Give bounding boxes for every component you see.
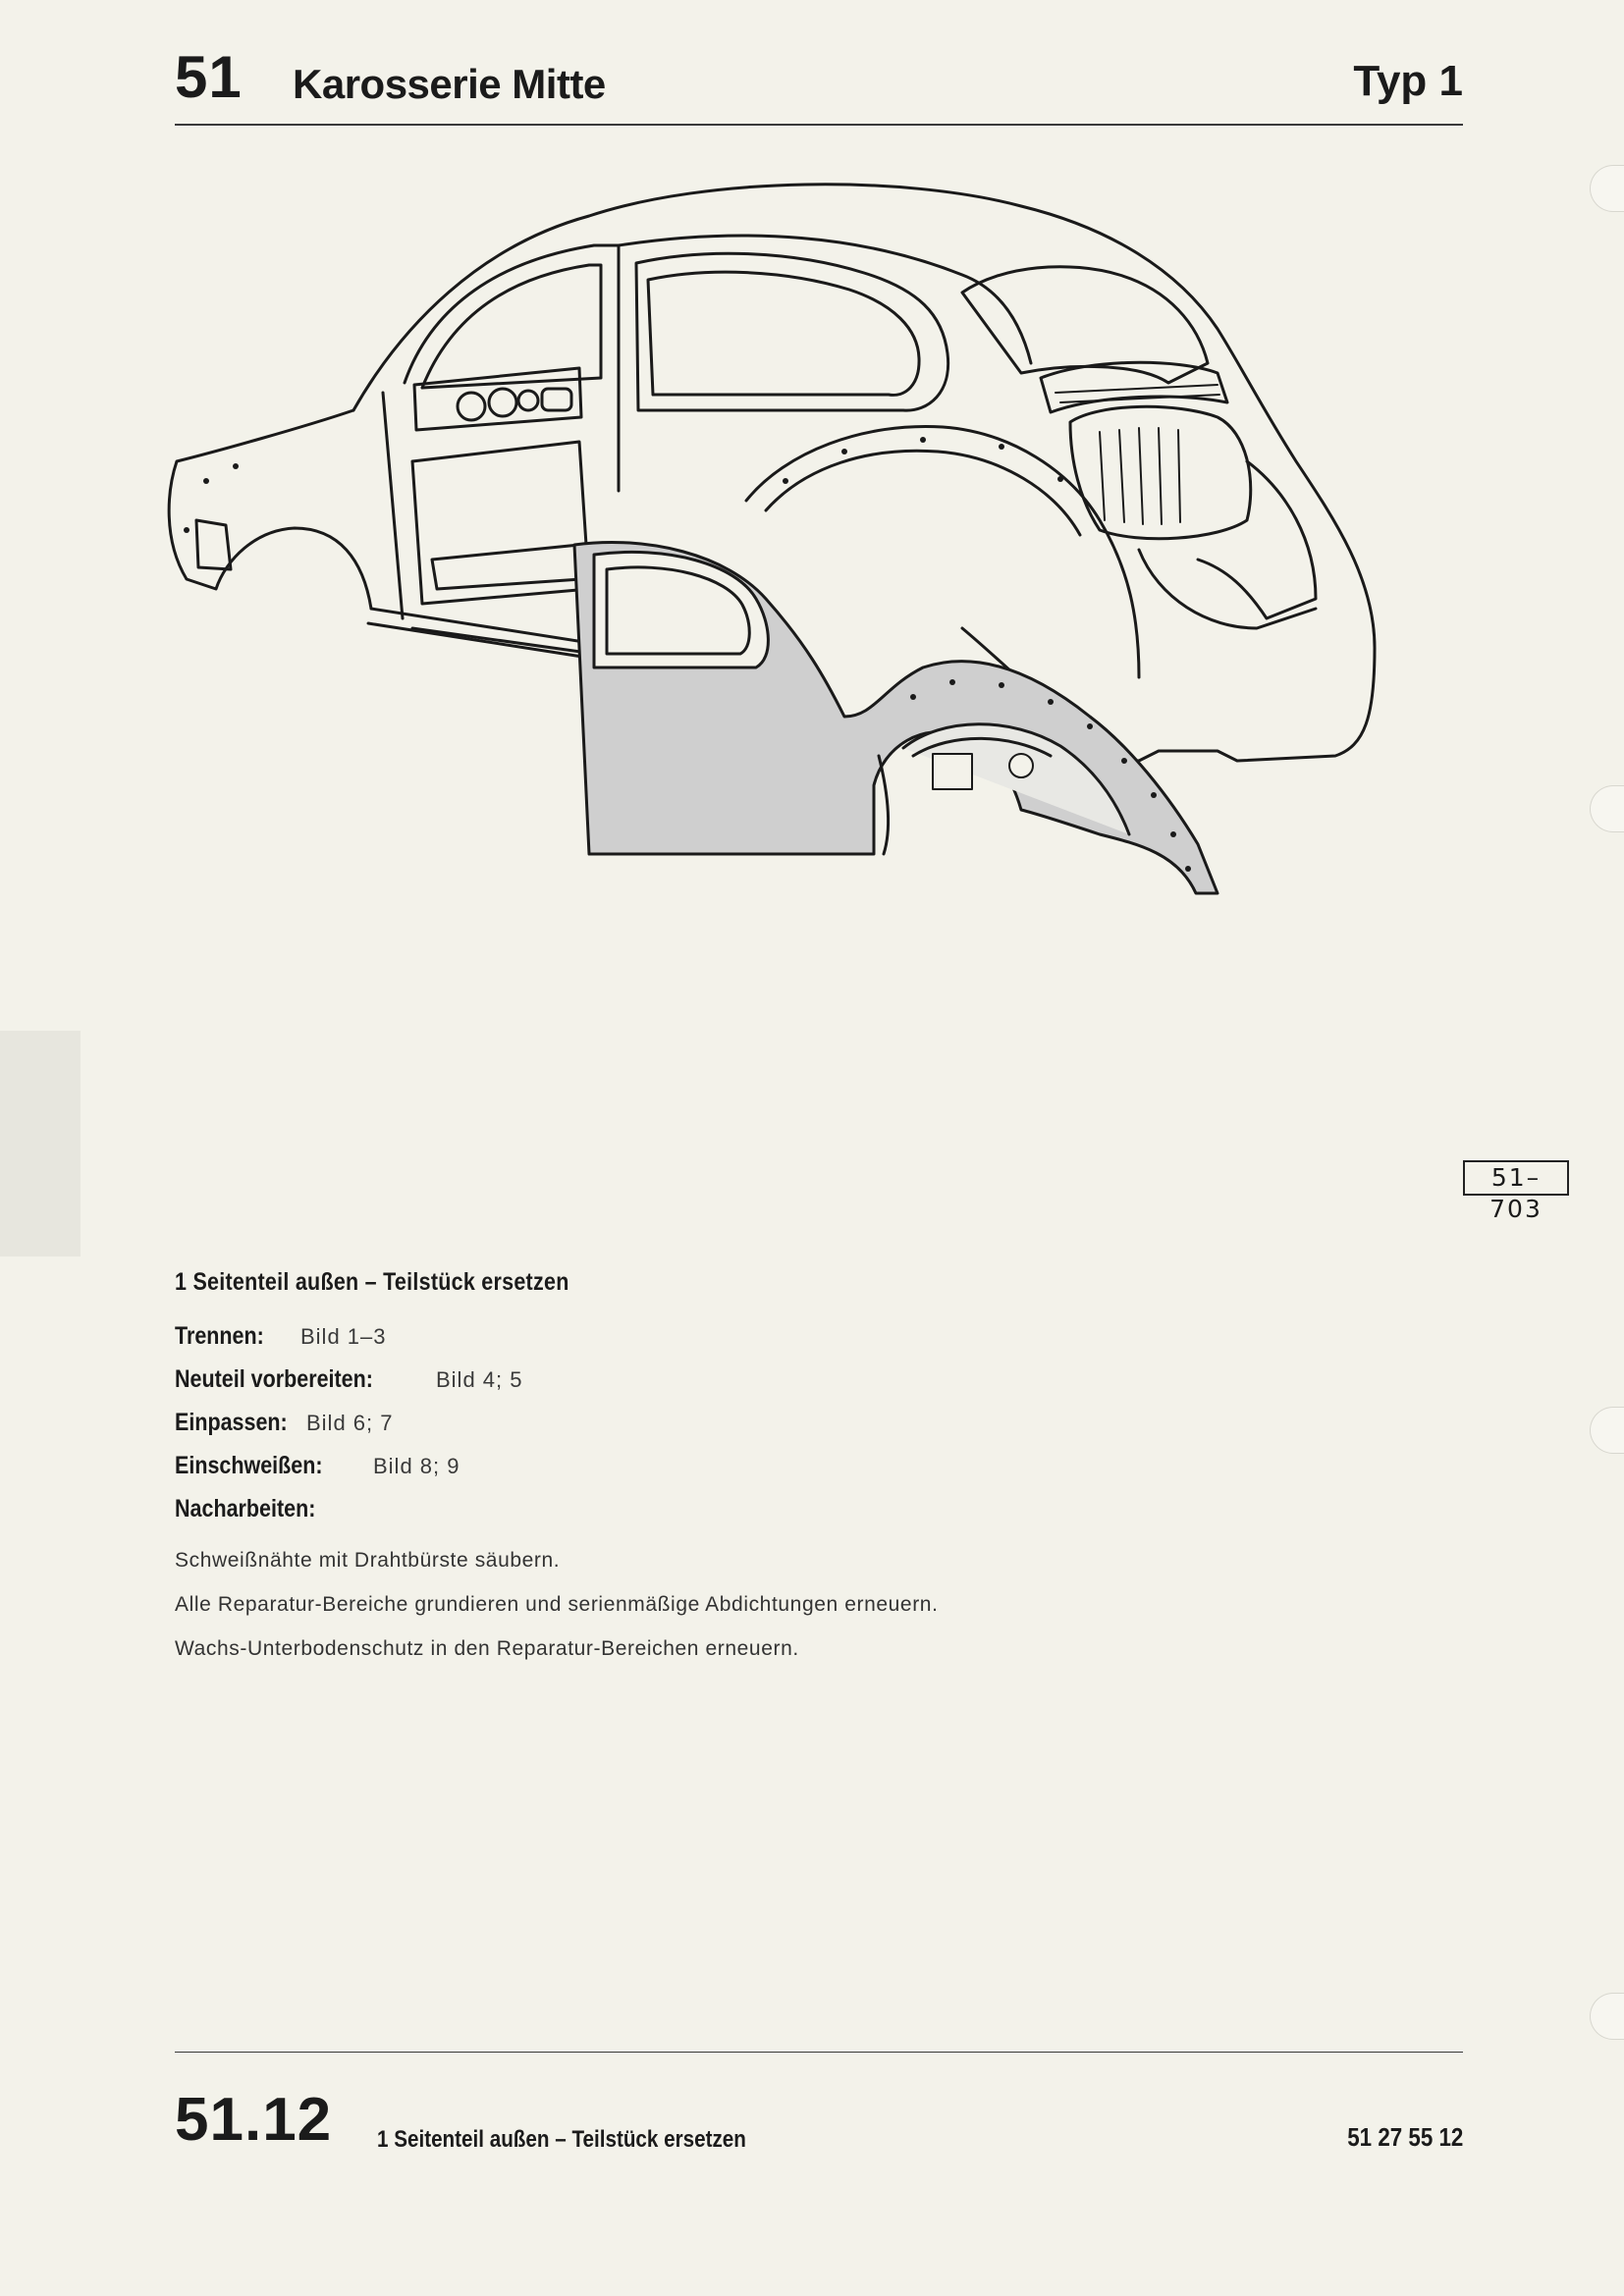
note-line: Schweißnähte mit Drahtbürste säubern. (175, 1549, 561, 1572)
scan-shadow (0, 1031, 81, 1256)
note-line: Wachs-Unterbodenschutz in den Reparatur-Bereichen erneuern. (175, 1637, 799, 1660)
document-number: 51 27 55 12 (1346, 2122, 1463, 2152)
page-number: 51.12 (175, 2086, 333, 2154)
punch-hole (1590, 1993, 1624, 2040)
step-row (175, 1495, 1353, 1538)
step-label: Trennen: (175, 1322, 264, 1350)
footer-title: 1 Seitenteil außen – Teilstück ersetzen (377, 2126, 746, 2153)
step-row (175, 1452, 1353, 1495)
section-title: 1 Seitenteil außen – Teilstück ersetzen (175, 1268, 569, 1296)
page-footer (175, 2085, 1463, 2163)
step-reference: Bild 1–3 (300, 1324, 387, 1349)
instructions (175, 1268, 1353, 1671)
punch-hole (1590, 165, 1624, 212)
step-reference: Bild 6; 7 (306, 1411, 394, 1435)
note-line: Alle Reparatur-Bereiche grundieren und serienmäßige Abdichtungen erneuern. (175, 1593, 939, 1616)
punch-hole (1590, 785, 1624, 832)
step-label: Nacharbeiten: (175, 1495, 316, 1522)
step-row (175, 1322, 1353, 1365)
chapter-number: 51 (175, 44, 243, 110)
page-header (175, 43, 1463, 122)
beetle-body-side-panel-drawing-icon (157, 167, 1434, 1070)
step-row (175, 1365, 1353, 1409)
footer-rule (175, 2052, 1463, 2053)
step-label: Einpassen: (175, 1409, 288, 1436)
step-reference: Bild 4; 5 (436, 1367, 523, 1392)
step-label: Neuteil vorbereiten: (175, 1365, 373, 1393)
figure-label: 51–703 (1463, 1160, 1569, 1196)
step-reference: Bild 8; 9 (373, 1454, 460, 1478)
punch-hole (1590, 1407, 1624, 1454)
chapter-title: Karosserie Mitte (293, 61, 606, 107)
figure (157, 167, 1543, 1223)
step-label: Einschweißen: (175, 1452, 323, 1479)
header-rule (175, 124, 1463, 126)
step-row (175, 1409, 1353, 1452)
model-type: Typ 1 (1353, 57, 1463, 105)
